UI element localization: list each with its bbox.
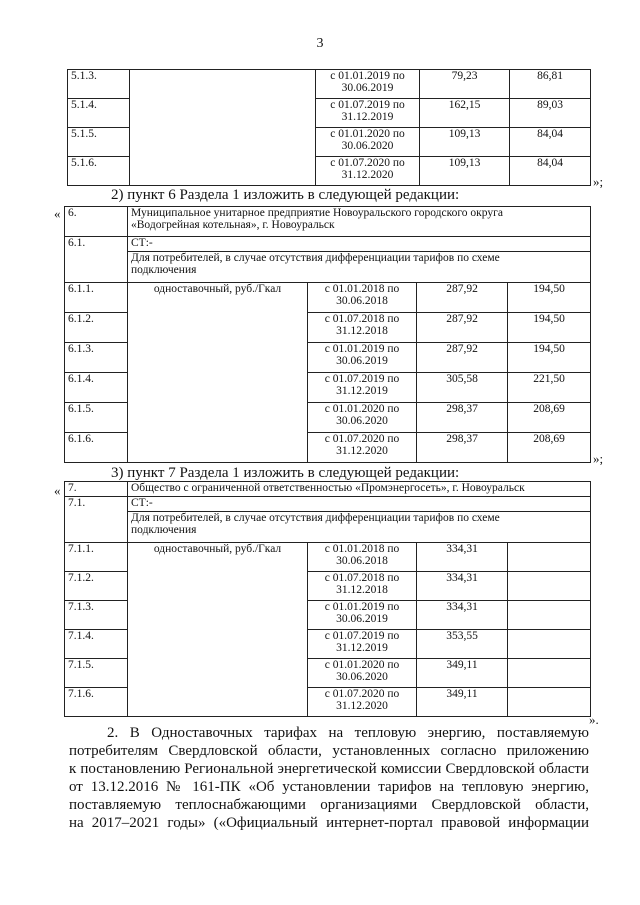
table-6-organization-line1: Муниципальное унитарное предприятие Новоуральского городского округа [131,207,503,219]
table-6-tariff-value-2: 194,50 [508,343,591,373]
table-6-tariff-value-1: 287,92 [417,343,508,373]
paragraph-line: на 2017–2021 годы» («Официальный интернет-портал правовой информации [69,815,589,831]
table-5-period [316,99,420,128]
table-6-period-start: с 01.01.2018 по [324,283,400,295]
table-6-period-start: с 01.01.2020 по [324,403,400,415]
table-6-rate-type: одноставочный, руб./Гкал [128,283,308,463]
table-6-period [308,313,417,343]
table-6-tariff-value-1: 287,92 [417,313,508,343]
table-6-period-start: с 01.01.2019 по [324,343,400,355]
table-5-tariff-value-2: 84,04 [510,157,591,186]
table-5-period-start: с 01.01.2019 по [330,70,405,82]
table-6-tariff-value-1: 298,37 [417,433,508,463]
table-7-period-end: 31.12.2020 [336,700,388,712]
table-6-row [65,283,591,313]
table-5-row [68,70,591,99]
table-6-period-end: 30.06.2018 [336,295,388,307]
tariff-table-7-body [65,543,591,717]
table-6-period-end: 31.12.2020 [336,445,388,457]
table-7-period-start: с 01.01.2018 по [324,543,400,555]
table-5-row-number: 5.1.3. [68,70,130,99]
table-6-organization-line2: «Водогрейная котельная», г. Новоуральск [131,219,335,231]
table-6-period-end: 31.12.2018 [336,325,388,337]
table-7-tariff-value-2 [508,601,591,630]
table-6-period-end: 30.06.2019 [336,355,388,367]
table-7-tariff-value-1: 334,31 [417,601,508,630]
table-6-tariff-value-1: 298,37 [417,403,508,433]
table-5-period [316,128,420,157]
table-7-row [65,543,591,572]
table-7-consumers [128,512,591,543]
paragraph-line: 2. В Одноставочных тарифах на тепловую энергию, поставляемую [107,725,589,741]
table-6-period-end: 30.06.2020 [336,415,388,427]
table-6-st: СТ:- [128,237,591,252]
table-6-row-number: 6.1.5. [65,403,128,433]
table-6-tariff-value-1: 305,58 [417,373,508,403]
table-6-number: 6. [65,207,128,237]
table-7-period-end: 30.06.2019 [336,613,388,625]
table-6-tariff-value-1: 287,92 [417,283,508,313]
table-5-row-number: 5.1.5. [68,128,130,157]
table-6-consumers-line1: Для потребителей, в случае отсутствия дифференциации тарифов по схеме [131,252,500,264]
table-7-row-number: 7.1.1. [65,543,128,572]
table-7-tariff-value-1: 349,11 [417,688,508,717]
amendment-heading-2: 2) пункт 6 Раздела 1 изложить в следующей редакции: [111,187,460,203]
table-6-tariff-value-2: 194,50 [508,283,591,313]
table-6-row-number: 6.1.6. [65,433,128,463]
table-5-period-end: 30.06.2019 [341,82,394,94]
table-7-tariff-value-2 [508,688,591,717]
table-7-row-number: 7.1.6. [65,688,128,717]
table-7-tariff-value-1: 349,11 [417,659,508,688]
table-6-row-number: 6.1.3. [65,343,128,373]
tariff-table-6 [64,206,591,463]
table-7-row-number: 7.1.4. [65,630,128,659]
table-7-period-start: с 01.07.2019 по [324,630,400,642]
table-5-tariff-value-2: 89,03 [510,99,591,128]
table-6-tariff-value-2: 221,50 [508,373,591,403]
table-5-period-start: с 01.07.2020 по [330,157,405,169]
table-5-row-number: 5.1.6. [68,157,130,186]
table-7-period-start: с 01.01.2020 по [324,659,400,671]
table-7-period-end: 30.06.2018 [336,555,388,567]
table-7-tariff-value-2 [508,630,591,659]
table-7-tariff-value-2 [508,543,591,572]
table-7-row-number: 7.1.5. [65,659,128,688]
table-5-rate-type [130,70,316,186]
table-7-consumers-line2: подключения [131,524,197,536]
table-5-tariff-value-1: 109,13 [420,128,510,157]
table-7-period-end: 31.12.2018 [336,584,388,596]
tariff-table-6-body [65,283,591,463]
table-7-organization: Общество с ограниченной ответственностью «Промэнергосеть», г. Новоуральск [128,482,591,497]
paragraph-line: потребителям Свердловской области, установленных согласно приложению [69,743,589,759]
table-6-organization [128,207,591,237]
table-6-period [308,343,417,373]
table-5-row-number: 5.1.4. [68,99,130,128]
table-7-number: 7. [65,482,128,497]
tariff-table-7 [64,481,591,717]
table-5-tariff-value-1: 79,23 [420,70,510,99]
table-6-consumers [128,252,591,283]
table-6-row-number: 6.1.4. [65,373,128,403]
table-5-period-end: 31.12.2020 [341,169,394,181]
page-number: 3 [316,36,324,51]
paragraph-line: от 13.12.2016 № 161-ПК «Об установлении тарифов на тепловую энергию, [69,779,589,795]
table-6-tariff-value-2: 194,50 [508,313,591,343]
table-7-consumers-line1: Для потребителей, в случае отсутствия дифференциации тарифов по схеме [131,512,500,524]
table-5-tariff-value-1: 109,13 [420,157,510,186]
table-6-period-start: с 01.07.2020 по [324,433,400,445]
table-5-tariff-value-1: 162,15 [420,99,510,128]
table-6-period [308,283,417,313]
table-7-period-start: с 01.07.2018 по [324,572,400,584]
paragraph-line: к постановлению Региональной энергетической комиссии Свердловской области [69,761,589,777]
table-7-period [308,543,417,572]
table-7-period [308,601,417,630]
table-6-period-end: 31.12.2019 [336,385,388,397]
table-5-tariff-value-2: 84,04 [510,128,591,157]
table-5-closing-quote: »; [593,174,604,189]
amendment-heading-3: 3) пункт 7 Раздела 1 изложить в следующей редакции: [111,465,460,481]
tariff-table-5 [67,69,591,186]
table-6-open-quote: « [54,206,61,221]
table-7-row-number: 7.1.2. [65,572,128,601]
table-6-period [308,403,417,433]
table-5-tariff-value-2: 86,81 [510,70,591,99]
table-6-tariff-value-2: 208,69 [508,403,591,433]
table-6-closing-quote: »; [593,451,604,466]
table-7-tariff-value-2 [508,659,591,688]
table-6-period [308,433,417,463]
table-5-period-start: с 01.01.2020 по [330,128,405,140]
table-5-period-end: 30.06.2020 [341,140,394,152]
table-5-period-start: с 01.07.2019 по [330,99,405,111]
table-6-tariff-value-2: 208,69 [508,433,591,463]
table-7-period [308,688,417,717]
paragraph-line: поставляемую теплоснабжающими организациями Свердловской области, [69,797,589,813]
table-6-row-number: 6.1.2. [65,313,128,343]
table-6-consumers-line2: подключения [131,264,197,276]
table-7-closing-quote: ». [589,712,599,727]
table-7-open-quote: « [54,483,61,498]
table-7-tariff-value-2 [508,572,591,601]
table-5-period [316,157,420,186]
table-7-row-number: 7.1.3. [65,601,128,630]
table-6-period-start: с 01.07.2019 по [324,373,400,385]
table-7-period-start: с 01.01.2019 по [324,601,400,613]
table-7-period [308,659,417,688]
table-7-period [308,630,417,659]
table-7-tariff-value-1: 334,31 [417,543,508,572]
table-5-period [316,70,420,99]
table-6-sub-number: 6.1. [65,237,128,283]
table-6-period [308,373,417,403]
table-5-period-end: 31.12.2019 [341,111,394,123]
table-7-period-end: 31.12.2019 [336,642,388,654]
tariff-table-5-body [68,70,591,186]
table-7-sub-number: 7.1. [65,497,128,543]
table-6-row-number: 6.1.1. [65,283,128,313]
table-7-period [308,572,417,601]
table-7-st: СТ:- [128,497,591,512]
table-7-rate-type: одноставочный, руб./Гкал [128,543,308,717]
table-7-tariff-value-1: 334,31 [417,572,508,601]
table-7-period-end: 30.06.2020 [336,671,388,683]
table-6-period-start: с 01.07.2018 по [324,313,400,325]
table-7-tariff-value-1: 353,55 [417,630,508,659]
table-7-period-start: с 01.07.2020 по [324,688,400,700]
section-2-paragraph [69,724,589,832]
